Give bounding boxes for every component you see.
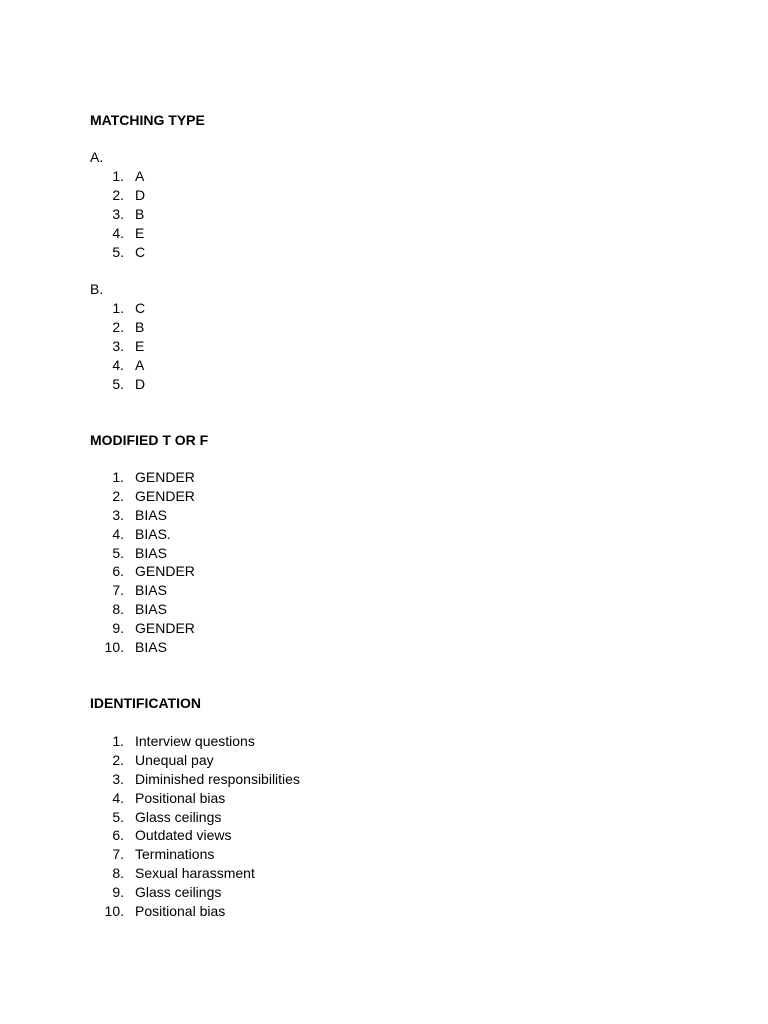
- list-item-number: 9.: [112, 884, 124, 901]
- section-title-matching-type: MATCHING TYPE: [90, 112, 205, 128]
- list-item-answer: B: [135, 318, 145, 335]
- list-item-number: 5.: [112, 375, 124, 392]
- list-item-answer: A: [135, 168, 145, 184]
- list-item-number: 4.: [112, 224, 124, 241]
- list-item-number: 8.: [112, 865, 124, 882]
- list-item-number: 2.: [112, 318, 124, 335]
- list-item-number: 5.: [112, 243, 124, 260]
- list-item-answer: Sexual harassment: [135, 865, 255, 882]
- list-item-answer: Diminished responsibilities: [135, 770, 300, 787]
- list-item-answer: C: [135, 300, 146, 316]
- list-item-number: 5.: [112, 544, 124, 561]
- list-item-answer: Unequal pay: [135, 751, 214, 768]
- list-item-number: 6.: [112, 827, 124, 844]
- list-item-answer: BIAS: [135, 544, 167, 561]
- list-item-answer: D: [135, 186, 146, 203]
- list-item-answer: C: [135, 243, 146, 260]
- list-item-number: 7.: [112, 846, 124, 863]
- list-item-answer: E: [135, 337, 145, 354]
- list-item-number: 5.: [112, 808, 124, 825]
- list-item-number: 1.: [112, 300, 124, 316]
- list-item-number: 10.: [104, 903, 124, 920]
- list-item-number: 4.: [112, 356, 124, 373]
- list-item-number: 4.: [112, 525, 124, 542]
- list-item-answer: E: [135, 224, 145, 241]
- list-item-answer: Terminations: [135, 846, 215, 863]
- list-item-number: 3.: [112, 337, 124, 354]
- list-item-answer: B: [135, 205, 145, 222]
- list-item-number: 4.: [112, 789, 124, 806]
- list-item-number: 1.: [112, 469, 124, 485]
- section-title-identification: IDENTIFICATION: [90, 695, 201, 711]
- subsection-label-b: B.: [90, 281, 104, 297]
- section-title-modified-t-or-f: MODIFIED T OR F: [90, 432, 209, 448]
- list-item-answer: BIAS.: [135, 525, 171, 542]
- list-item-answer: Interview questions: [135, 733, 255, 749]
- list-item-answer: Positional bias: [135, 903, 226, 920]
- list-item-number: 6.: [112, 563, 124, 580]
- list-item-answer: BIAS: [135, 582, 167, 599]
- list-item-number: 3.: [112, 506, 124, 523]
- list-item-number: 2.: [112, 186, 124, 203]
- list-item-answer: Glass ceilings: [135, 808, 222, 825]
- list-item-number: 3.: [112, 770, 124, 787]
- list-item-number: 3.: [112, 205, 124, 222]
- list-item-number: 7.: [112, 582, 124, 599]
- list-item-number: 9.: [112, 620, 124, 637]
- list-item-number: 1.: [112, 168, 124, 184]
- list-item-answer: BIAS: [135, 639, 167, 656]
- list-item-answer: GENDER: [135, 469, 195, 485]
- list-item-answer: D: [135, 375, 146, 392]
- list-item-answer: BIAS: [135, 506, 167, 523]
- list-item-answer: BIAS: [135, 601, 167, 618]
- list-item-number: 8.: [112, 601, 124, 618]
- list-item-answer: A: [135, 356, 145, 373]
- list-item-number: 1.: [112, 733, 124, 749]
- list-item-answer: Outdated views: [135, 827, 232, 844]
- list-item-answer: Positional bias: [135, 789, 226, 806]
- list-item-number: 2.: [112, 487, 124, 504]
- list-item-answer: GENDER: [135, 487, 195, 504]
- list-item-answer: GENDER: [135, 620, 195, 637]
- list-item-answer: GENDER: [135, 563, 195, 580]
- subsection-label-a: A.: [90, 149, 104, 165]
- list-item-number: 2.: [112, 751, 124, 768]
- list-item-number: 10.: [104, 639, 124, 656]
- list-item-answer: Glass ceilings: [135, 884, 222, 901]
